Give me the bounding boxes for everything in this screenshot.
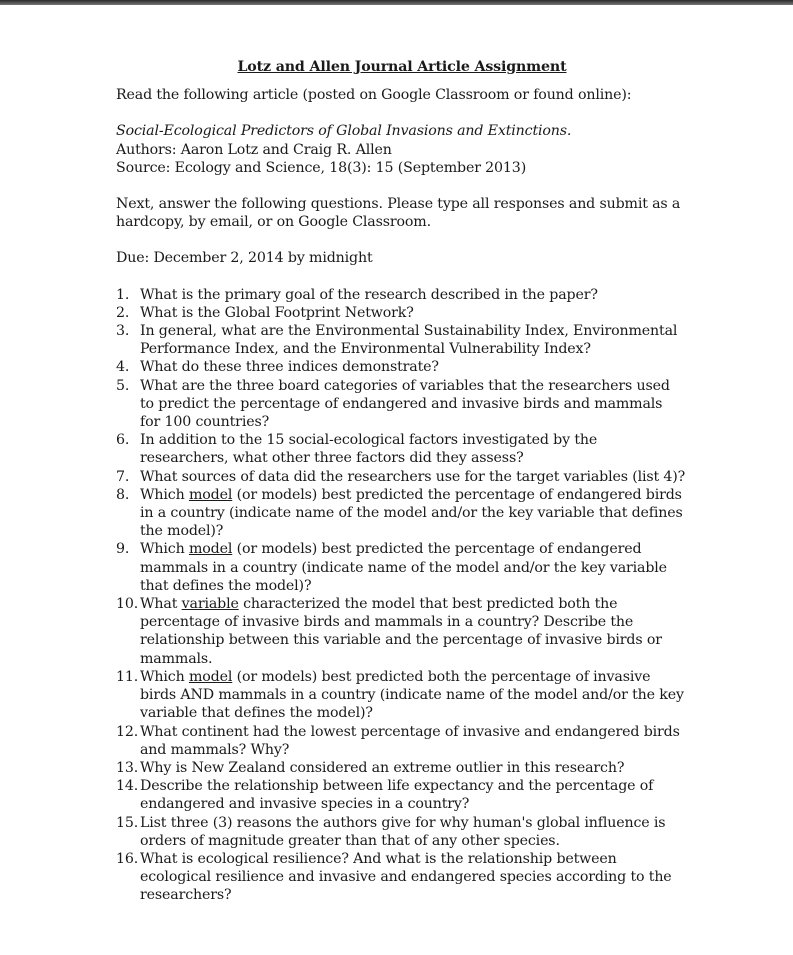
question-item (116, 286, 686, 304)
intro-text: Read the following article (posted on Google Classroom or found online): (116, 87, 632, 104)
question-number: 12. (116, 723, 139, 740)
article-authors: Authors: Aaron Lotz and Craig R. Allen (116, 141, 392, 158)
question-number: 16. (116, 850, 139, 867)
question-item (116, 723, 686, 759)
question-number: 8. (116, 486, 130, 503)
question-item (116, 322, 686, 358)
question-text-post: characterized the model that best predicted both the percentage of invasive birds and mammals in a country? Describe the relationship between this variable and the percentage of invasive birds or mammals. (140, 596, 662, 667)
question-text: What is the primary goal of the research described in the paper? (140, 286, 598, 303)
question-number: 2. (116, 304, 130, 321)
question-number: 9. (116, 541, 130, 558)
question-item (116, 668, 686, 723)
page-title: Lotz and Allen Journal Article Assignment (237, 59, 567, 75)
question-text-post: (or models) best predicted the percentage of endangered birds in a country (indicate name of the model and/or the key variable that defines the model)? (140, 486, 683, 540)
question-item (116, 377, 686, 432)
question-item (116, 777, 686, 813)
question-text: What continent had the lowest percentage of invasive and endangered birds and mammals? Why? (140, 723, 680, 758)
question-item (116, 468, 686, 486)
spacer (116, 177, 686, 195)
question-keyword: model (188, 486, 233, 503)
question-keyword: model (188, 541, 233, 558)
question-item (116, 814, 686, 850)
question-number: 10. (116, 596, 139, 613)
article-source: Source: Ecology and Science, 18(3): 15 (September 2013) (116, 159, 527, 176)
question-text-pre: What (140, 596, 182, 613)
question-text: What is ecological resilience? And what is the relationship between ecological resilience and invasive and endangered species according to the researchers? (140, 850, 672, 904)
question-number: 1. (116, 286, 130, 303)
question-text-pre: Which (140, 541, 189, 558)
question-item (116, 304, 686, 322)
question-item (116, 540, 686, 595)
due-date: Due: December 2, 2014 by midnight (116, 250, 373, 267)
question-text: List three (3) reasons the authors give for why human's global influence is orders of magnitude greater than that of any other species. (140, 814, 666, 849)
question-item (116, 759, 686, 777)
question-number: 4. (116, 359, 130, 376)
question-text-post: (or models) best predicted both the percentage of invasive birds AND mammals in a country (indicate name of the model and/or the key variable that defines the model)? (140, 668, 684, 722)
question-number: 15. (116, 814, 139, 831)
question-text-pre: Which (140, 668, 189, 685)
question-text: What do these three indices demonstrate? (140, 359, 439, 376)
question-item (116, 595, 686, 668)
document-page (116, 58, 686, 905)
question-number: 13. (116, 759, 139, 776)
spacer (116, 231, 686, 249)
question-item (116, 850, 686, 905)
spacer (116, 104, 686, 122)
question-number: 14. (116, 778, 139, 795)
question-list (116, 286, 686, 905)
question-text: What are the three board categories of variables that the researchers used to predict the percentage of endangered and invasive birds and mammals for 100 countries? (140, 377, 670, 431)
spacer (116, 268, 686, 286)
question-text: Describe the relationship between life expectancy and the percentage of endangered and invasive species in a country? (140, 778, 654, 813)
question-number: 5. (116, 377, 130, 394)
question-item (116, 431, 686, 467)
question-keyword: variable (181, 596, 239, 613)
question-text: What sources of data did the researchers use for the target variables (list 4)? (140, 468, 686, 485)
question-number: 7. (116, 468, 130, 485)
article-title: Social-Ecological Predictors of Global Invasions and Extinctions. (116, 123, 572, 140)
question-number: 3. (116, 323, 130, 340)
question-text: In general, what are the Environmental Sustainability Index, Environmental Performance Index, and the Environmental Vulnerability Index? (140, 323, 678, 358)
scan-top-edge (0, 0, 793, 5)
question-text-post: (or models) best predicted the percentage of endangered mammals in a country (indicate name of the model and/or the key variable that defines the model)? (140, 541, 667, 594)
question-item (116, 486, 686, 541)
question-number: 11. (116, 668, 139, 685)
question-text: What is the Global Footprint Network? (140, 304, 414, 321)
question-text: In addition to the 15 social-ecological factors investigated by the researchers, what other three factors did they assess? (140, 432, 598, 467)
question-keyword: model (188, 668, 233, 685)
question-text-pre: Which (140, 486, 189, 503)
question-item (116, 358, 686, 376)
question-text: Why is New Zealand considered an extreme outlier in this research? (140, 759, 625, 776)
question-number: 6. (116, 432, 130, 449)
instructions-text: Next, answer the following questions. Please type all responses and submit as a hardcopy, by email, or on Google Classroom. (116, 196, 681, 231)
